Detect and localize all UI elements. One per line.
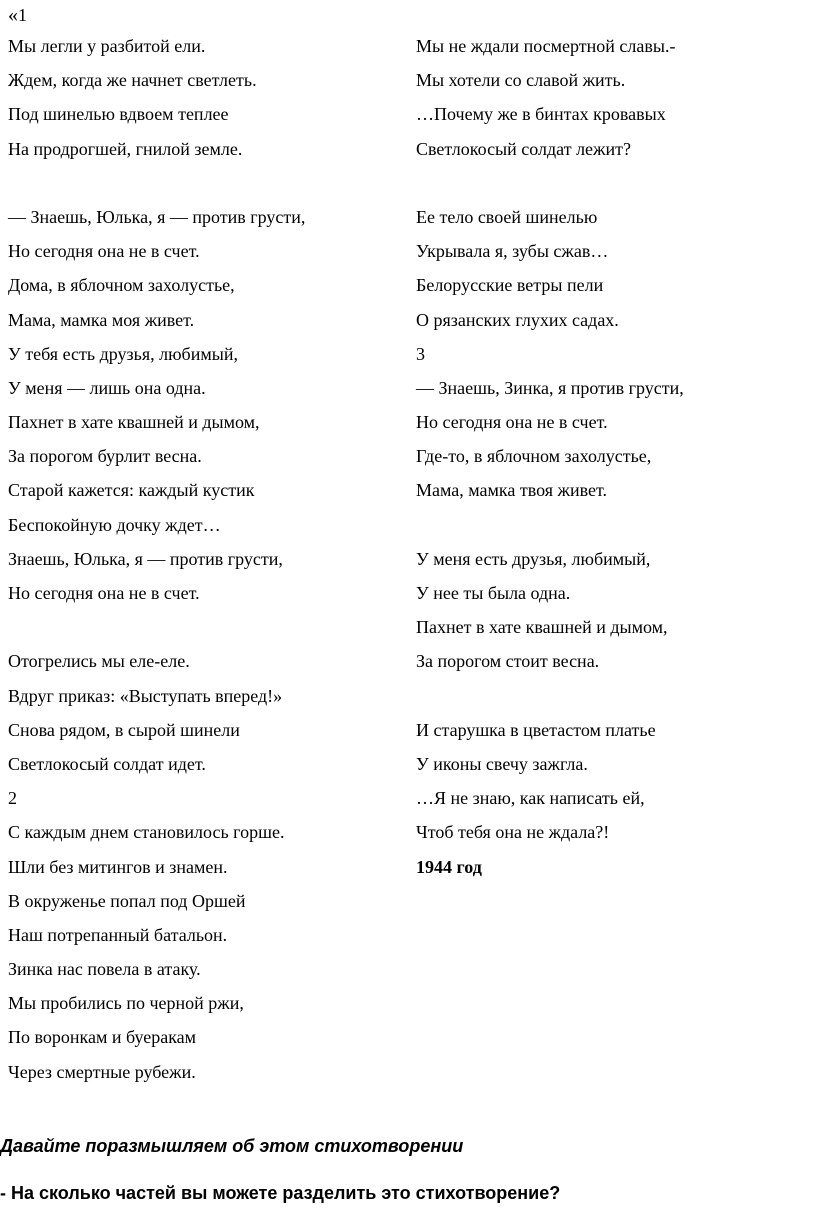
poem-line: Где-то, в яблочном захолустье, — [416, 446, 652, 467]
poem-line: 2 — [8, 788, 17, 809]
poem-line: Мы пробились по черной ржи, — [8, 993, 244, 1014]
poem-line: За порогом стоит весна. — [416, 651, 600, 672]
poem-line: …Я не знаю, как написать ей, — [416, 788, 645, 809]
section-number: 1 — [18, 5, 27, 25]
stanza-break — [416, 171, 808, 205]
poem-line: Мы хотели со славой жить. — [416, 70, 626, 91]
poem-left-column — [8, 34, 398, 1094]
poem-line: Но сегодня она не в счет. — [8, 583, 200, 603]
opening-quote-mark: « — [8, 4, 18, 26]
poem-line: Мама, мамка моя живет. — [8, 309, 195, 330]
poem-line: Светлокосый солдат лежит? — [416, 138, 631, 159]
poem-line: Пахнет в хате квашней и дымом, — [8, 412, 260, 433]
poem-line: Снова рядом, в сырой шинели — [8, 719, 240, 740]
poem-line: У меня есть друзья, любимый, — [416, 548, 651, 569]
poem-line: 3 — [416, 343, 425, 364]
discussion-question: - На сколько частей вы можете разделить это стихотворение? — [0, 1183, 561, 1203]
poem-line: Знаешь, Юлька, я — против грусти, — [8, 548, 283, 569]
poem-line: Но сегодня она не в счет. — [416, 412, 608, 433]
poem-line: У иконы свечу зажгла. — [416, 753, 588, 774]
poem-line: Отогрелись мы еле-еле. — [8, 651, 190, 672]
poem-line: — Знаешь, Зинка, я против грусти, — [416, 377, 684, 398]
poem-line: Под шинелью вдвоем теплее — [8, 104, 229, 125]
poem-line: Вдруг приказ: «Выступать вперед!» — [8, 685, 283, 706]
poem-line: И старушка в цветастом платье — [416, 719, 656, 740]
poem-line: Мы легли у разбитой ели. — [8, 36, 206, 56]
poem-line: Зинка нас повела в атаку. — [8, 959, 201, 980]
poem-line: Через смертные рубежи. — [8, 1061, 196, 1082]
poem-line: Чтоб тебя она не ждала?! — [416, 822, 610, 843]
poem-line: — Знаешь, Юлька, я — против грусти, — [8, 206, 306, 227]
poem-line: Но сегодня она не в счет. — [8, 241, 200, 262]
poem-line: Дома, в яблочном захолустье, — [8, 275, 235, 296]
poem-line: Ее тело своей шинелью — [416, 206, 598, 227]
poem-line: …Почему же в бинтах кровавых — [416, 104, 666, 125]
poem-line: По воронкам и буеракам — [8, 1027, 197, 1048]
stanza-break — [8, 615, 398, 649]
stanza-break — [416, 684, 808, 718]
poem-line: За порогом бурлит весна. — [8, 446, 202, 467]
poem-line: Белорусские ветры пели — [416, 275, 604, 296]
poem-line: О рязанских глухих садах. — [416, 309, 619, 330]
poem-line: Светлокосый солдат идет. — [8, 753, 206, 774]
poem-line: С каждым днем становилось горше. — [8, 822, 285, 843]
stanza-break — [416, 513, 808, 547]
poem-right-column — [416, 34, 808, 889]
poem-line: Пахнет в хате квашней и дымом, — [416, 617, 668, 638]
poem-line: На продрогшей, гнилой земле. — [8, 138, 243, 159]
poem-line: У тебя есть друзья, любимый, — [8, 343, 238, 364]
poem-line: У нее ты была одна. — [416, 583, 571, 603]
poem-line: Мы не ждали посмертной славы.- — [416, 36, 676, 56]
discussion-heading: Давайте поразмышляем об этом стихотворении — [0, 1136, 464, 1156]
poem-line: 1944 год — [416, 856, 482, 877]
poem-line: Старой кажется: каждый кустик — [8, 480, 255, 501]
poem-line: У меня — лишь она одна. — [8, 377, 206, 398]
poem-line: Беспокойную дочку ждет… — [8, 514, 221, 535]
poem-line: В окруженье попал под Оршей — [8, 890, 246, 911]
section-marker — [8, 4, 27, 26]
stanza-break — [8, 171, 398, 205]
poem-line: Укрывала я, зубы сжав… — [416, 241, 609, 262]
poem-line: Шли без митингов и знамен. — [8, 856, 228, 877]
poem-line: Мама, мамка твоя живет. — [416, 480, 608, 501]
poem-line: Наш потрепанный батальон. — [8, 924, 228, 945]
poem-line: Ждем, когда же начнет светлеть. — [8, 70, 257, 91]
